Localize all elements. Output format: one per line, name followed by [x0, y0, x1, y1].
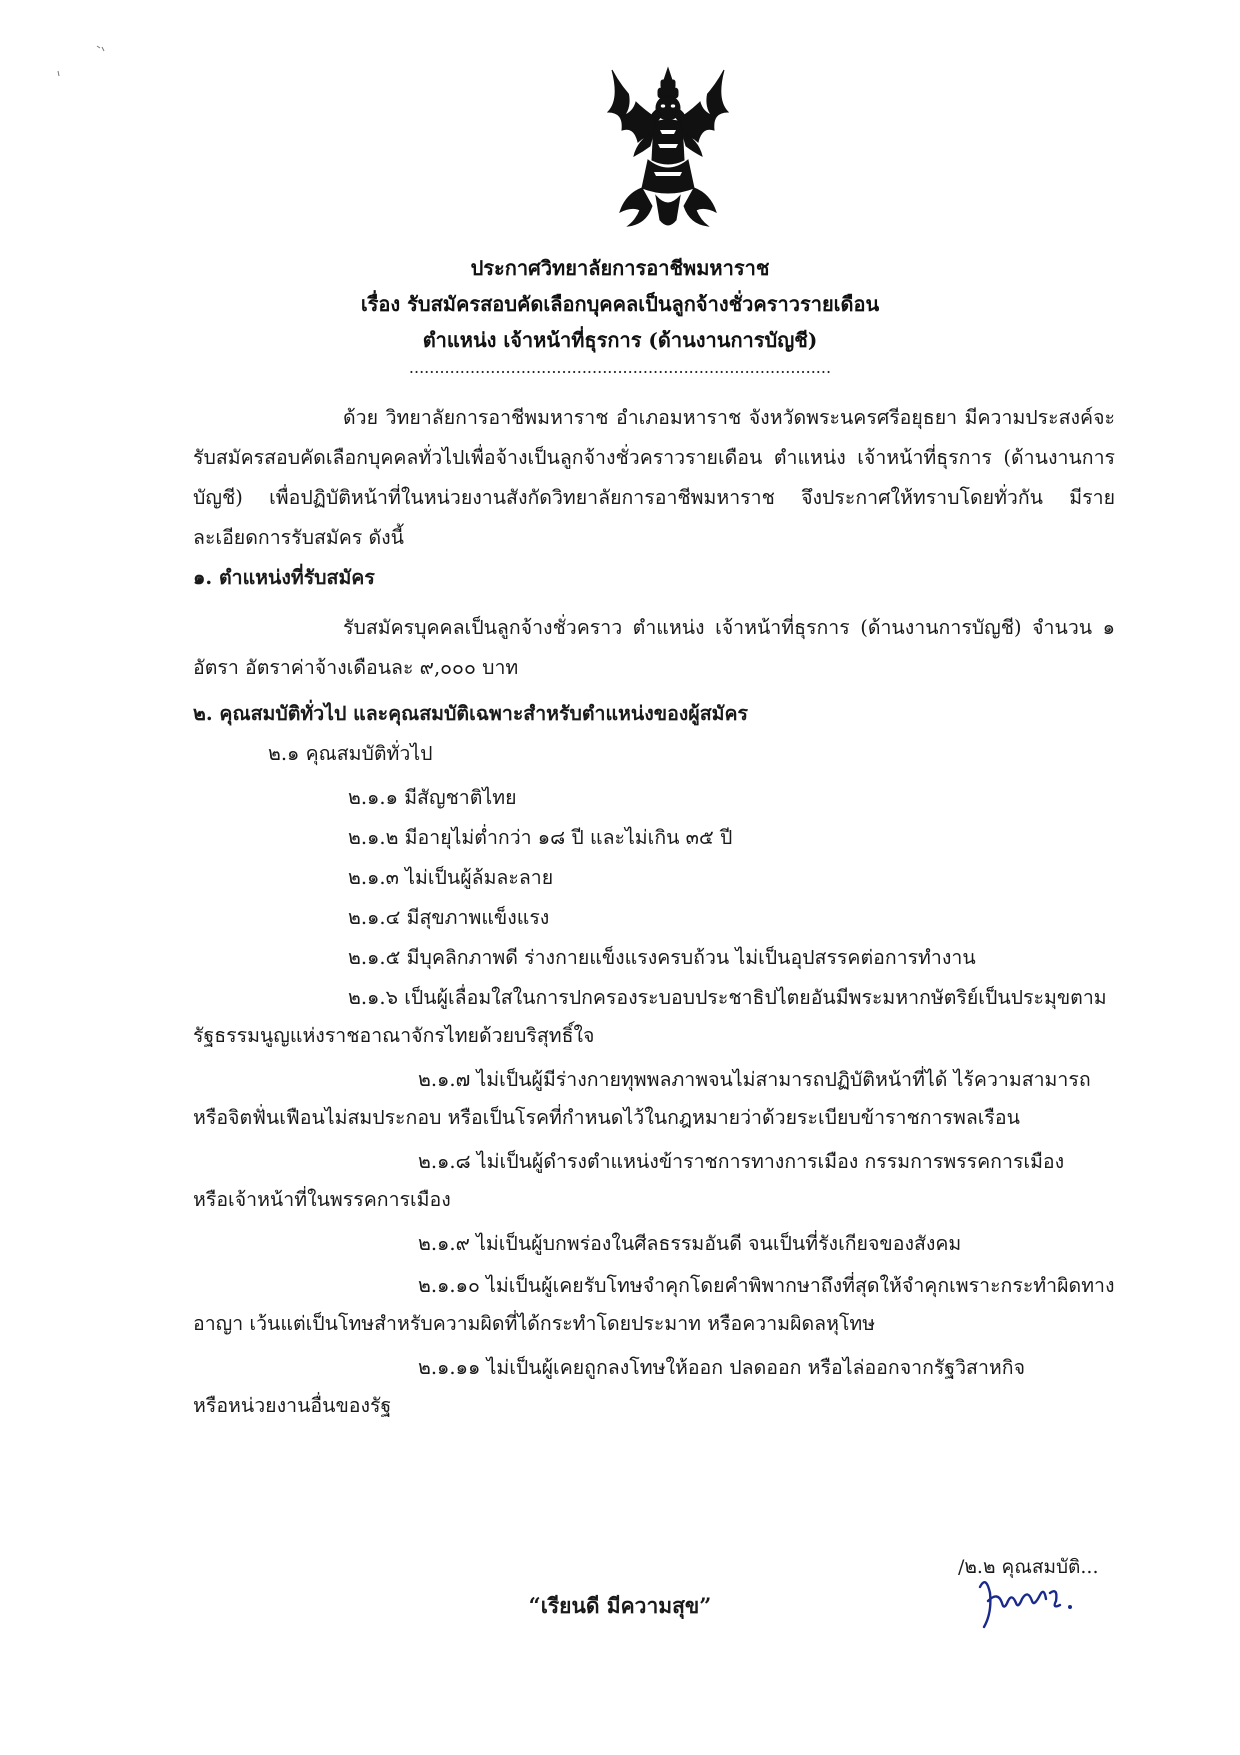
scan-speck	[96, 44, 106, 54]
garuda-emblem-icon	[598, 60, 738, 235]
intro-paragraph: ด้วย วิทยาลัยการอาชีพมหาราช อำเภอมหาราช จังหวัดพระนครศรีอยุธยา มีความประสงค์จะรับสมัครสอบคัดเลือกบุคคลทั่วไปเพื่อจ้างเป็นลูกจ้างชั่วคราวรายเดือน ตำแหน่ง เจ้าหน้าที่ธุรการ (ด้านงานการบัญชี) เพื่อปฏิบัติหน้าที่ในหน่วยงานสังกัดวิทยาลัยการอาชีพมหาราช จึงประกาศให้ทราบโดยทั่วกัน มีรายละเอียดการรับสมัคร ดังนี้	[193, 406, 1115, 549]
list-item: ๒.๑.๖ เป็นผู้เลื่อมใสในการปกครองระบอบประชาธิปไตยอันมีพระมหากษัตริย์เป็นประมุขตาม	[348, 986, 1107, 1009]
announcement-position: ตำแหน่ง เจ้าหน้าที่ธุรการ (ด้านงานการบัญชี)	[422, 328, 818, 352]
list-item: ๒.๑.๗ ไม่เป็นผู้มีร่างกายทุพพลภาพจนไม่สามารถปฏิบัติหน้าที่ได้ ไร้ความสามารถ	[418, 1068, 1091, 1091]
list-item: ๒.๑.๑๐ ไม่เป็นผู้เคยรับโทษจำคุกโดยคำพิพากษาถึงที่สุดให้จำคุกเพราะกระทำผิดทาง	[418, 1274, 1115, 1297]
list-item-continuation: หรือหน่วยงานอื่นของรัฐ	[193, 1394, 392, 1417]
list-item: ๒.๑.๑ มีสัญชาติไทย	[348, 786, 517, 809]
section1-heading: ๑. ตำแหน่งที่รับสมัคร	[193, 566, 375, 589]
section2-subheading: ๒.๑ คุณสมบัติทั่วไป	[268, 742, 433, 765]
announcement-subject: เรื่อง รับสมัครสอบคัดเลือกบุคคลเป็นลูกจ้างชั่วคราวรายเดือน	[360, 292, 880, 316]
list-item: ๒.๑.๘ ไม่เป็นผู้ดำรงตำแหน่งข้าราชการทางการเมือง กรรมการพรรคการเมือง	[418, 1150, 1065, 1173]
list-item: ๒.๑.๒ มีอายุไม่ต่ำกว่า ๑๘ ปี และไม่เกิน ๓๕ ปี	[348, 826, 733, 849]
announcement-header	[0, 250, 1240, 377]
list-item: ๒.๑.๕ มีบุคลิกภาพดี ร่างกายแข็งแรงครบถ้วน ไม่เป็นอุปสรรคต่อการทำงาน	[348, 946, 976, 969]
section2-heading: ๒. คุณสมบัติทั่วไป และคุณสมบัติเฉพาะสำหรับตำแหน่งของผู้สมัคร	[193, 702, 748, 725]
list-item: ๒.๑.๓ ไม่เป็นผู้ล้มละลาย	[348, 866, 554, 889]
header-separator: ...................................................................................	[408, 358, 832, 377]
section1-body: รับสมัครบุคคลเป็นลูกจ้างชั่วคราว ตำแหน่ง เจ้าหน้าที่ธุรการ (ด้านงานการบัญชี) จำนวน ๑ อัตรา อัตราค่าจ้างเดือนละ ๙,๐๐๐ บาท	[193, 616, 1115, 679]
school-motto: “เรียนดี มีความสุข”	[528, 1593, 712, 1618]
list-item: ๒.๑.๔ มีสุขภาพแข็งแรง	[348, 906, 550, 929]
list-item: ๒.๑.๙ ไม่เป็นผู้บกพร่องในศีลธรรมอันดี จนเป็นที่รังเกียจของสังคม	[418, 1232, 962, 1255]
announcement-title: ประกาศวิทยาลัยการอาชีพมหาราช	[470, 256, 770, 280]
list-item-continuation: หรือเจ้าหน้าที่ในพรรคการเมือง	[193, 1188, 451, 1211]
scan-speck	[56, 70, 62, 78]
next-page-reference: /๒.๒ คุณสมบัติ...	[958, 1556, 1099, 1578]
list-item: ๒.๑.๑๑ ไม่เป็นผู้เคยถูกลงโทษให้ออก ปลดออก หรือไล่ออกจากรัฐวิสาหกิจ	[418, 1356, 1025, 1379]
list-item-continuation: รัฐธรรมนูญแห่งราชอาณาจักรไทยด้วยบริสุทธิ์ใจ	[193, 1024, 595, 1047]
list-item-continuation: อาญา เว้นแต่เป็นโทษสำหรับความผิดที่ได้กระทำโดยประมาท หรือความผิดลหุโทษ	[193, 1312, 876, 1335]
list-item-continuation: หรือจิตฟั่นเฟือนไม่สมประกอบ หรือเป็นโรคที่กำหนดไว้ในกฎหมายว่าด้วยระเบียบข้าราชการพลเรือน	[193, 1106, 1020, 1129]
